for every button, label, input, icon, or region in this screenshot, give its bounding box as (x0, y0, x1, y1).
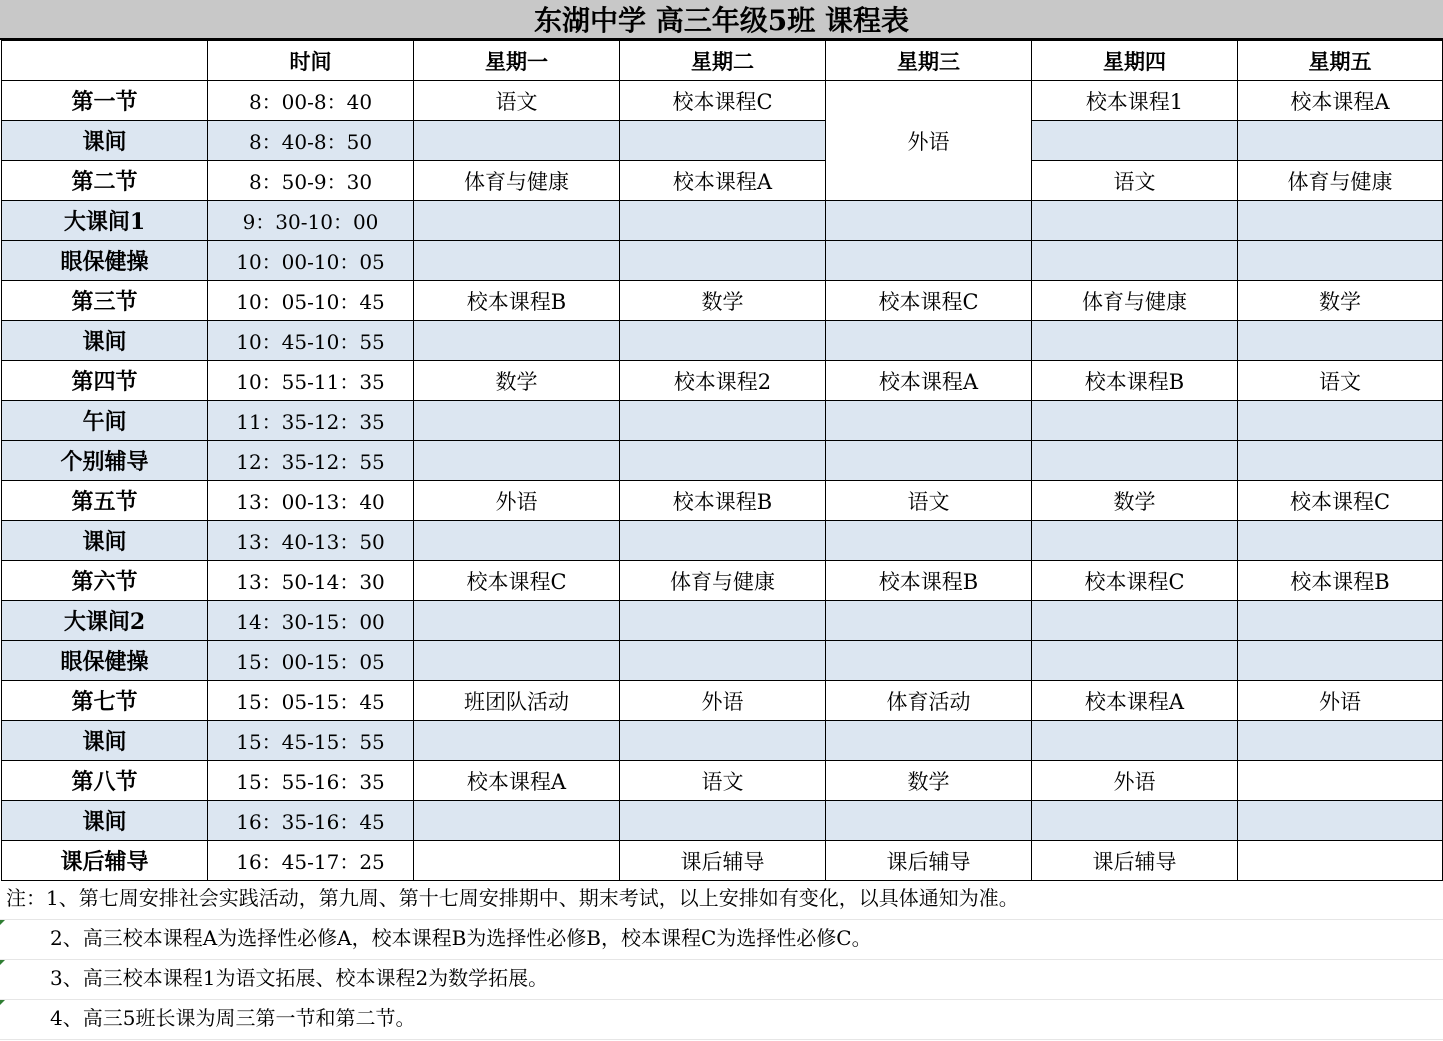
cell-wednesday (826, 201, 1032, 241)
cell-friday: 外语 (1238, 681, 1443, 721)
cell-wednesday (826, 721, 1032, 761)
cell-wednesday (826, 401, 1032, 441)
period-label: 大课间1 (2, 201, 208, 241)
cell-monday: 校本课程A (414, 761, 620, 801)
cell-monday: 体育与健康 (414, 161, 620, 201)
period-time: 16：45-17：25 (208, 841, 414, 881)
table-row (2, 601, 1443, 641)
cell-monday (414, 441, 620, 481)
cell-thursday (1032, 201, 1238, 241)
period-label: 课间 (2, 521, 208, 561)
cell-wednesday: 校本课程B (826, 561, 1032, 601)
cell-monday (414, 201, 620, 241)
cell-friday: 数学 (1238, 281, 1443, 321)
cell-friday (1238, 601, 1443, 641)
period-label: 课后辅导 (2, 841, 208, 881)
period-label: 第六节 (2, 561, 208, 601)
cell-wednesday: 体育活动 (826, 681, 1032, 721)
cell-monday (414, 721, 620, 761)
cell-tuesday: 体育与健康 (620, 561, 826, 601)
period-label: 第二节 (2, 161, 208, 201)
cell-friday (1238, 201, 1443, 241)
cell-friday: 校本课程C (1238, 481, 1443, 521)
table-row (2, 281, 1443, 321)
comment-marker-icon (0, 960, 5, 965)
period-label: 眼保健操 (2, 241, 208, 281)
table-row (2, 441, 1443, 481)
cell-tuesday: 语文 (620, 761, 826, 801)
cell-tuesday (620, 401, 826, 441)
period-label: 第三节 (2, 281, 208, 321)
period-label: 第七节 (2, 681, 208, 721)
cell-wednesday: 校本课程A (826, 361, 1032, 401)
cell-monday (414, 321, 620, 361)
period-label: 午间 (2, 401, 208, 441)
table-row (2, 321, 1443, 361)
cell-monday: 外语 (414, 481, 620, 521)
period-label: 课间 (2, 321, 208, 361)
period-time: 10：00-10：05 (208, 241, 414, 281)
table-row (2, 201, 1443, 241)
comment-marker-icon (0, 1000, 5, 1005)
table-row (2, 241, 1443, 281)
period-time: 13：00-13：40 (208, 481, 414, 521)
period-time: 10：05-10：45 (208, 281, 414, 321)
cell-friday: 校本课程A (1238, 81, 1443, 121)
cell-wednesday-merged: 外语 (826, 81, 1032, 201)
cell-monday (414, 641, 620, 681)
cell-thursday: 校本课程C (1032, 561, 1238, 601)
note-line (0, 920, 1443, 960)
header-row (2, 41, 1443, 81)
table-row (2, 721, 1443, 761)
cell-thursday (1032, 601, 1238, 641)
cell-friday (1238, 321, 1443, 361)
table-row (2, 561, 1443, 601)
period-time: 10：45-10：55 (208, 321, 414, 361)
cell-tuesday: 数学 (620, 281, 826, 321)
cell-monday (414, 521, 620, 561)
table-row (2, 761, 1443, 801)
cell-thursday: 数学 (1032, 481, 1238, 521)
header-cell-wednesday: 星期三 (826, 41, 1032, 81)
cell-tuesday (620, 601, 826, 641)
period-time: 16：35-16：45 (208, 801, 414, 841)
cell-friday (1238, 761, 1443, 801)
table-row (2, 641, 1443, 681)
period-label: 个别辅导 (2, 441, 208, 481)
table-row (2, 81, 1443, 121)
period-label: 眼保健操 (2, 641, 208, 681)
cell-wednesday: 课后辅导 (826, 841, 1032, 881)
cell-thursday (1032, 801, 1238, 841)
notes-section (0, 880, 1443, 1040)
cell-tuesday (620, 721, 826, 761)
cell-wednesday (826, 321, 1032, 361)
cell-thursday: 语文 (1032, 161, 1238, 201)
cell-monday (414, 241, 620, 281)
table-row (2, 801, 1443, 841)
cell-thursday (1032, 121, 1238, 161)
period-time: 15：05-15：45 (208, 681, 414, 721)
cell-thursday (1032, 321, 1238, 361)
page-title: 东湖中学 高三年级5班 课程表 (0, 0, 1443, 40)
cell-monday (414, 841, 620, 881)
cell-monday: 班团队活动 (414, 681, 620, 721)
cell-thursday: 校本课程B (1032, 361, 1238, 401)
period-time: 13：50-14：30 (208, 561, 414, 601)
cell-wednesday: 校本课程C (826, 281, 1032, 321)
table-row (2, 481, 1443, 521)
table-row (2, 681, 1443, 721)
cell-monday: 语文 (414, 81, 620, 121)
cell-thursday (1032, 521, 1238, 561)
cell-friday (1238, 401, 1443, 441)
cell-thursday: 外语 (1032, 761, 1238, 801)
cell-tuesday: 校本课程2 (620, 361, 826, 401)
note-text: 4、高三5班长课为周三第一节和第二节。 (50, 1006, 416, 1030)
period-time: 10：55-11：35 (208, 361, 414, 401)
cell-thursday (1032, 721, 1238, 761)
period-label: 第八节 (2, 761, 208, 801)
period-time: 8：40-8：50 (208, 121, 414, 161)
cell-tuesday: 课后辅导 (620, 841, 826, 881)
cell-thursday (1032, 241, 1238, 281)
cell-friday (1238, 721, 1443, 761)
note-line (0, 960, 1443, 1000)
cell-friday (1238, 521, 1443, 561)
cell-friday (1238, 441, 1443, 481)
cell-thursday: 体育与健康 (1032, 281, 1238, 321)
note-text: 2、高三校本课程A为选择性必修A，校本课程B为选择性必修B，校本课程C为选择性必修C。 (50, 926, 872, 950)
cell-thursday: 校本课程1 (1032, 81, 1238, 121)
cell-tuesday (620, 321, 826, 361)
cell-wednesday (826, 601, 1032, 641)
note-line (0, 1000, 1443, 1040)
period-label: 课间 (2, 801, 208, 841)
period-time: 11：35-12：35 (208, 401, 414, 441)
cell-tuesday (620, 201, 826, 241)
note-text: 注：1、第七周安排社会实践活动，第九周、第十七周安排期中、期末考试，以上安排如有变化，以具体通知为准。 (6, 886, 1019, 910)
header-cell-tuesday: 星期二 (620, 41, 826, 81)
period-time: 8：00-8：40 (208, 81, 414, 121)
period-time: 15：00-15：05 (208, 641, 414, 681)
cell-tuesday (620, 641, 826, 681)
cell-tuesday (620, 521, 826, 561)
cell-wednesday (826, 801, 1032, 841)
cell-tuesday (620, 441, 826, 481)
cell-tuesday (620, 241, 826, 281)
cell-monday: 校本课程C (414, 561, 620, 601)
cell-wednesday: 语文 (826, 481, 1032, 521)
cell-thursday (1032, 441, 1238, 481)
cell-friday (1238, 801, 1443, 841)
period-time: 14：30-15：00 (208, 601, 414, 641)
cell-tuesday: 外语 (620, 681, 826, 721)
comment-marker-icon (0, 920, 5, 925)
table-row (2, 521, 1443, 561)
cell-friday: 校本课程B (1238, 561, 1443, 601)
cell-monday (414, 121, 620, 161)
period-label: 课间 (2, 121, 208, 161)
cell-thursday: 课后辅导 (1032, 841, 1238, 881)
period-label: 第五节 (2, 481, 208, 521)
cell-friday: 体育与健康 (1238, 161, 1443, 201)
cell-tuesday (620, 121, 826, 161)
cell-tuesday: 校本课程B (620, 481, 826, 521)
cell-tuesday: 校本课程C (620, 81, 826, 121)
table-row (2, 161, 1443, 201)
table-row (2, 401, 1443, 441)
cell-wednesday (826, 441, 1032, 481)
period-time: 15：55-16：35 (208, 761, 414, 801)
table-row (2, 361, 1443, 401)
cell-friday (1238, 841, 1443, 881)
cell-thursday (1032, 401, 1238, 441)
note-text: 3、高三校本课程1为语文拓展、校本课程2为数学拓展。 (50, 966, 549, 990)
period-time: 15：45-15：55 (208, 721, 414, 761)
cell-monday: 数学 (414, 361, 620, 401)
cell-thursday (1032, 641, 1238, 681)
schedule-table (1, 40, 1443, 881)
cell-monday: 校本课程B (414, 281, 620, 321)
cell-monday (414, 401, 620, 441)
period-time: 13：40-13：50 (208, 521, 414, 561)
cell-monday (414, 801, 620, 841)
period-label: 课间 (2, 721, 208, 761)
cell-friday: 语文 (1238, 361, 1443, 401)
cell-wednesday (826, 641, 1032, 681)
header-cell-friday: 星期五 (1238, 41, 1443, 81)
cell-thursday: 校本课程A (1032, 681, 1238, 721)
period-label: 大课间2 (2, 601, 208, 641)
header-cell-time: 时间 (208, 41, 414, 81)
header-cell (2, 41, 208, 81)
header-cell-thursday: 星期四 (1032, 41, 1238, 81)
cell-friday (1238, 121, 1443, 161)
cell-tuesday: 校本课程A (620, 161, 826, 201)
cell-wednesday (826, 241, 1032, 281)
period-label: 第四节 (2, 361, 208, 401)
table-row (2, 841, 1443, 881)
period-time: 8：50-9：30 (208, 161, 414, 201)
period-time: 9：30-10：00 (208, 201, 414, 241)
period-time: 12：35-12：55 (208, 441, 414, 481)
cell-tuesday (620, 801, 826, 841)
cell-friday (1238, 641, 1443, 681)
cell-wednesday (826, 521, 1032, 561)
table-row (2, 121, 1443, 161)
note-line (0, 880, 1443, 920)
header-cell-monday: 星期一 (414, 41, 620, 81)
period-label: 第一节 (2, 81, 208, 121)
cell-monday (414, 601, 620, 641)
cell-friday (1238, 241, 1443, 281)
cell-wednesday: 数学 (826, 761, 1032, 801)
